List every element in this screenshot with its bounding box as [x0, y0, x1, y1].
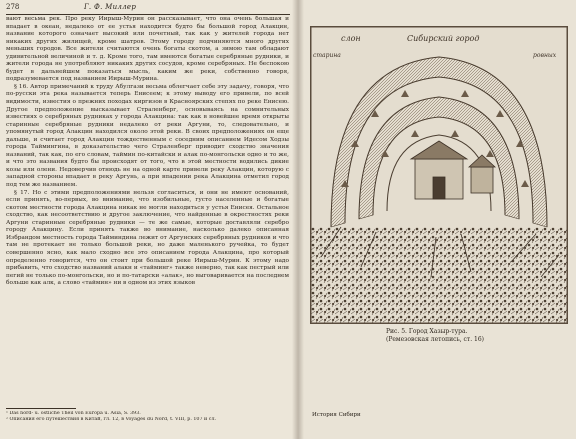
paragraph: § 16. Автор примечаний к труду Абулгази весьма облегчает себе эту задачу, говоря, что по-русски эта река называется теперь Енисеем; к этому выводу его привели, по всей видимости, известия о прежних походах киргизов в Красноярских степях по реке Енисею. Другое предположение высказывает Страленберг, основываясь на сомнительных известиях о серебряных рудниках у города Алакцина: так как в новейшее время открыты старинные серебряные рудники недалеко от реки Аргуни, то, следовательно, и упомянутый город Алакцин находился около этой реки. В своих предположениях он еще дальше, и считает город Алакцин тождественным с соседним описанием Идесом Ходзы города Таймингина, в доказательство чего Страленберг приводит сходство значения названий, так как, по его словам, таймин по-китайски и алак по-монгольски одно и то же, и что это названия будто бы происходят от того, что в этой местности водились дикие козы или олени. Недоверчив отнюдь не на одной карте привели реку Алакцин, которую с западной стороны впадает в реку Аргунь, а при впадении река Алакцина отметил город под тем же названием.: [6, 83, 289, 189]
paragraph: вают весьма рек. Про реку Иирыш-Мурин он рассказывает, что она очень большая и впадает в океан, недалеко от ее устья находится будто бы большой город Алакцин, название которого означает высокий или почетный, так как у жителей города нет никаких других жилищей, кроме шатров. Этому городу подчиняются много других меньших городов. Все жители считаются очень богаты скотом, а зимою там обладают удивительной величиной и т. д. Кроме того, там имеются богатые серебряные рудники, и жители города не употребляют никаких других сосудов, кроме серебряных. Не беспокою будет в дальнейшем показаться мысль, каким же реки, собственно говоря, подразумевается под названием Иирыш-Мурина.: [6, 16, 289, 83]
illustration-label: старина: [313, 52, 341, 59]
running-head: Г. Ф. Миллер: [84, 3, 137, 11]
illustration-label: ровных: [533, 52, 557, 59]
footnote-divider: [6, 408, 76, 409]
page-header: [6, 2, 290, 15]
right-page: [298, 0, 576, 439]
city-illustration: [310, 26, 568, 324]
page-number: 278: [6, 3, 20, 11]
illustration-label: слон: [341, 34, 361, 43]
page-footer: История Сибири: [312, 412, 361, 418]
footnote: ¹ Das nord- u. östliche Theil von Europa u. Asia, S. 393.: [6, 411, 141, 416]
paragraph: § 17. Но с этими предположениями нельзя согласиться, и они не имеют оснований, если принять, во-первых, во внимание, что изобильные, густо населенные и богатые скотом местности города Алакцина никак не могли находиться у устья Енисея. Остальное сходство, как несоответствию и другое заключение, что найденные в окрестностях реки Аргуни старинные серебряные рудники — те же самые, которые доставляли серебро городу Алакцину. Если принять также во внимание, насколько далеко описанная Избрандом местность города Тайминдина лежит от Аргунских серебряных рудников и что там не протекает не только большой реки, но даже маленького ручейка, то будет совершенно ясно, как мало сходно все это описанием города Алакцина, про который определенно говорится, что он стоит при большой реке Иирыш-Мурин. К этому надо прибавить, что сходство названий алакн и «тайминг» также неверно, так как пестрый или пегий не только по-монгольски, но и по-татарски «алак», но выговаривается на последнем больше как алк, а слово «таймин» ни в одном из этих языков: [6, 189, 289, 287]
engraving-drawing: [311, 27, 567, 323]
illustration-label: Сибирский город: [407, 34, 480, 43]
body-text: [6, 16, 289, 406]
footnote: ² Описания его путешествия в Китай, гл. 12, в Voyages du Nord, t. VIII, p. 107 и сл.: [6, 417, 217, 423]
caption-title: Рис. 5. Город Хазыр-тура.: [386, 328, 468, 335]
book-gutter: [292, 0, 304, 439]
caption-source: (Ремезовская летопись, ст. 16): [386, 335, 484, 343]
figure-caption: [386, 328, 566, 343]
footnotes: [6, 411, 289, 423]
